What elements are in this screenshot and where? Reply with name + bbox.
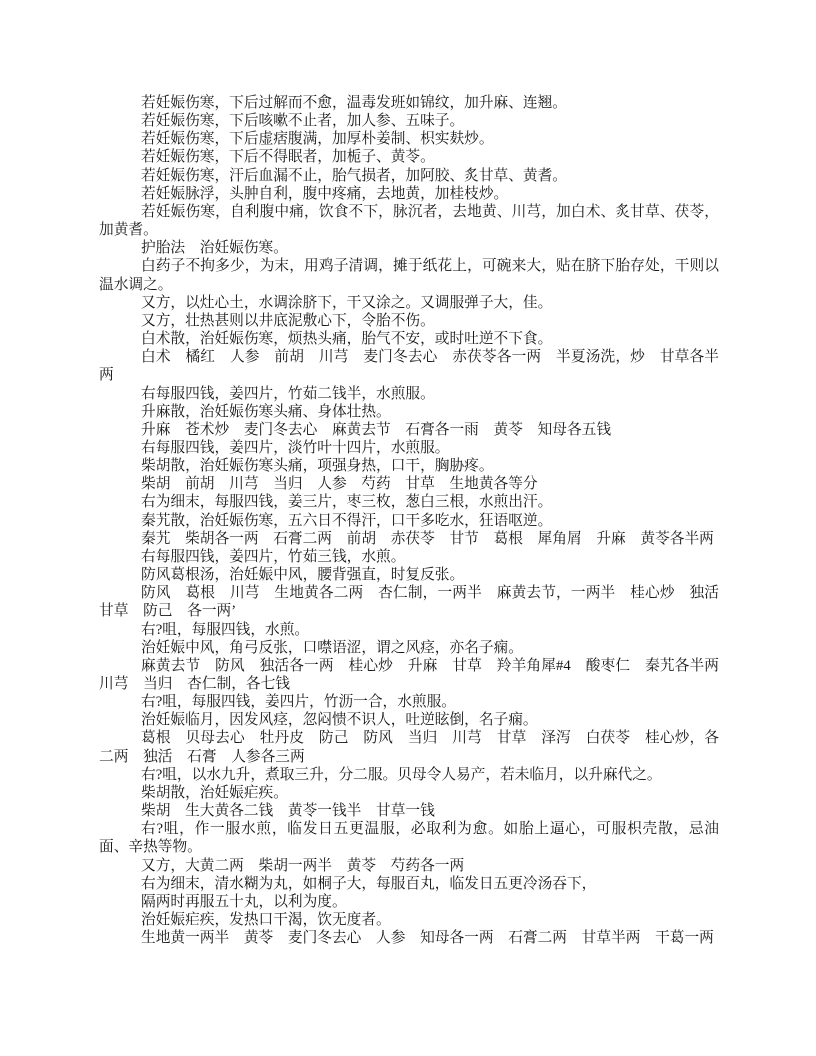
- paragraph: 白术散，治妊娠伤寒，烦热头痛，胎气不安，或时吐逆不下食。: [141, 331, 553, 348]
- paragraph: 若妊娠伤寒，下后过解而不愈，温毒发班如锦纹，加升麻、连翘。: [141, 95, 567, 111]
- paragraph: 若妊娠伤寒，下后不得眠者，加栀子、黄苓。: [141, 149, 435, 166]
- paragraph: 右每服四钱，姜四片，淡竹叶十四片，水煎服。: [141, 439, 450, 456]
- paragraph: 若妊娠脉浮，头肿自利，腹中疼痛，去地黄，加桂枝炒。: [141, 185, 509, 202]
- paragraph: 右为细末，每服四钱，姜三片，枣三枚，葱白三根，水煎出汗。: [141, 494, 553, 511]
- paragraph: 柴胡 前胡 川芎 当归 人参 芍药 甘草 生地黄各等分: [141, 476, 538, 493]
- paragraph: 治妊娠中风，角弓反张，口噤语涩，谓之风痉，亦名子痫。: [141, 639, 523, 656]
- paragraph: 若妊娠伤寒，自利腹中痛，饮食不下，脉沉者，去地黄、川芎，加白术、炙甘草、茯苓，加黄耆。: [99, 203, 719, 239]
- paragraph: 右每服四钱，姜四片，竹茹三钱，水煎。: [141, 548, 406, 565]
- paragraph: 又方，以灶心土，水调涂脐下，干又涂之。又调服弹子大，佳。: [141, 294, 553, 311]
- paragraph: 又方，大黄二两 柴胡一两半 黄苓 芍药各一两: [141, 857, 465, 874]
- paragraph: 隔两时再服五十丸，以利为度。: [141, 893, 347, 910]
- paragraph: 右每服四钱，姜四片，竹茹二钱半，水煎服。: [141, 385, 435, 402]
- document-body: [99, 94, 734, 947]
- paragraph: 右?咀，每服四钱，姜四片，竹沥一合，水煎服。: [141, 694, 456, 711]
- paragraph: 治妊娠临月，因发风痉，忽闷愦不识人，吐逆眩倒，名子痫。: [141, 712, 538, 729]
- paragraph: 若妊娠伤寒，下后虚痞腹满，加厚朴姜制、枳实麸炒。: [141, 131, 494, 148]
- paragraph: 右?咀，作一服水煎，临发日五更温服，必取利为愈。如胎上逼心，可服枳壳散，忌油面、辛热等物。: [99, 821, 719, 856]
- paragraph: 葛根 贝母去心 牡丹皮 防己 防风 当归 川芎 甘草 泽泻 白茯苓 桂心炒，各二两 独活 石膏 人参各三两: [99, 730, 719, 765]
- paragraph: 麻黄去节 防风 独活各一两 桂心炒 升麻 甘草 羚羊角犀#4 酸枣仁 秦艽各半两 川芎 当归 杏仁制，各七钱: [99, 657, 734, 692]
- paragraph: 又方，壮热甚则以井底泥敷心下，令胎不伤。: [141, 312, 435, 329]
- paragraph: 白术 橘红 人参 前胡 川芎 麦门冬去心 赤茯苓各一两 半夏汤洗，炒 甘草各半两: [99, 349, 719, 384]
- paragraph: 若妊娠伤寒，下后咳嗽不止者，加人参、五味子。: [141, 113, 465, 130]
- paragraph: 若妊娠伤寒，汗后血漏不止，胎气损者，加阿胶、炙甘草、黄耆。: [141, 167, 567, 184]
- paragraph: 升麻 苍术炒 麦门冬去心 麻黄去节 石膏各一雨 黄苓 知母各五钱: [141, 421, 612, 438]
- paragraph: 秦艽散，治妊娠伤寒，五六日不得汗，口干多吃水，狂语呕逆。: [141, 512, 553, 529]
- paragraph: 白药子不拘多少，为末，用鸡子清调，摊于纸花上，可碗来大，贴在脐下胎存处，干则以温水调之。: [99, 258, 719, 293]
- paragraph: 升麻散，治妊娠伤寒头痛、身体壮热。: [141, 403, 391, 420]
- paragraph: 生地黄一两半 黄苓 麦门冬去心 人参 知母各一两 石膏二两 甘草半两 干葛一两: [141, 930, 714, 947]
- paragraph: 右?咀，每服四钱，水煎。: [141, 621, 310, 638]
- paragraph: 柴胡散，治妊娠伤寒头痛，项强身热，口干，胸胁疼。: [141, 458, 494, 475]
- paragraph: 右?咀，以水九升，煮取三升，分二服。贝母令人易产，若未临月，以升麻代之。: [141, 766, 662, 783]
- paragraph: 柴胡散，治妊娠疟疾。: [141, 784, 288, 801]
- paragraph: 护胎法 治妊娠伤寒。: [141, 240, 288, 257]
- paragraph: 防风葛根汤，治妊娠中风，腰背强直，时复反张。: [141, 567, 465, 584]
- paragraph: 秦艽 柴胡各一两 石膏二两 前胡 赤茯苓 甘节 葛根 犀角屑 升麻 黄苓各半两: [141, 530, 714, 547]
- paragraph: 治妊娠疟疾，发热口干渴，饮无度者。: [141, 912, 391, 929]
- paragraph: 柴胡 生大黄各二钱 黄苓一钱半 甘草一钱: [141, 803, 435, 820]
- paragraph: 防风 葛根 川芎 生地黄各二两 杏仁制，一两半 麻黄去节，一两半 桂心炒 独活 甘草 防己 各一两’: [99, 585, 734, 620]
- paragraph: 右为细末，清水糊为丸，如桐子大，每服百丸，临发日五更冷汤吞下，: [141, 875, 597, 892]
